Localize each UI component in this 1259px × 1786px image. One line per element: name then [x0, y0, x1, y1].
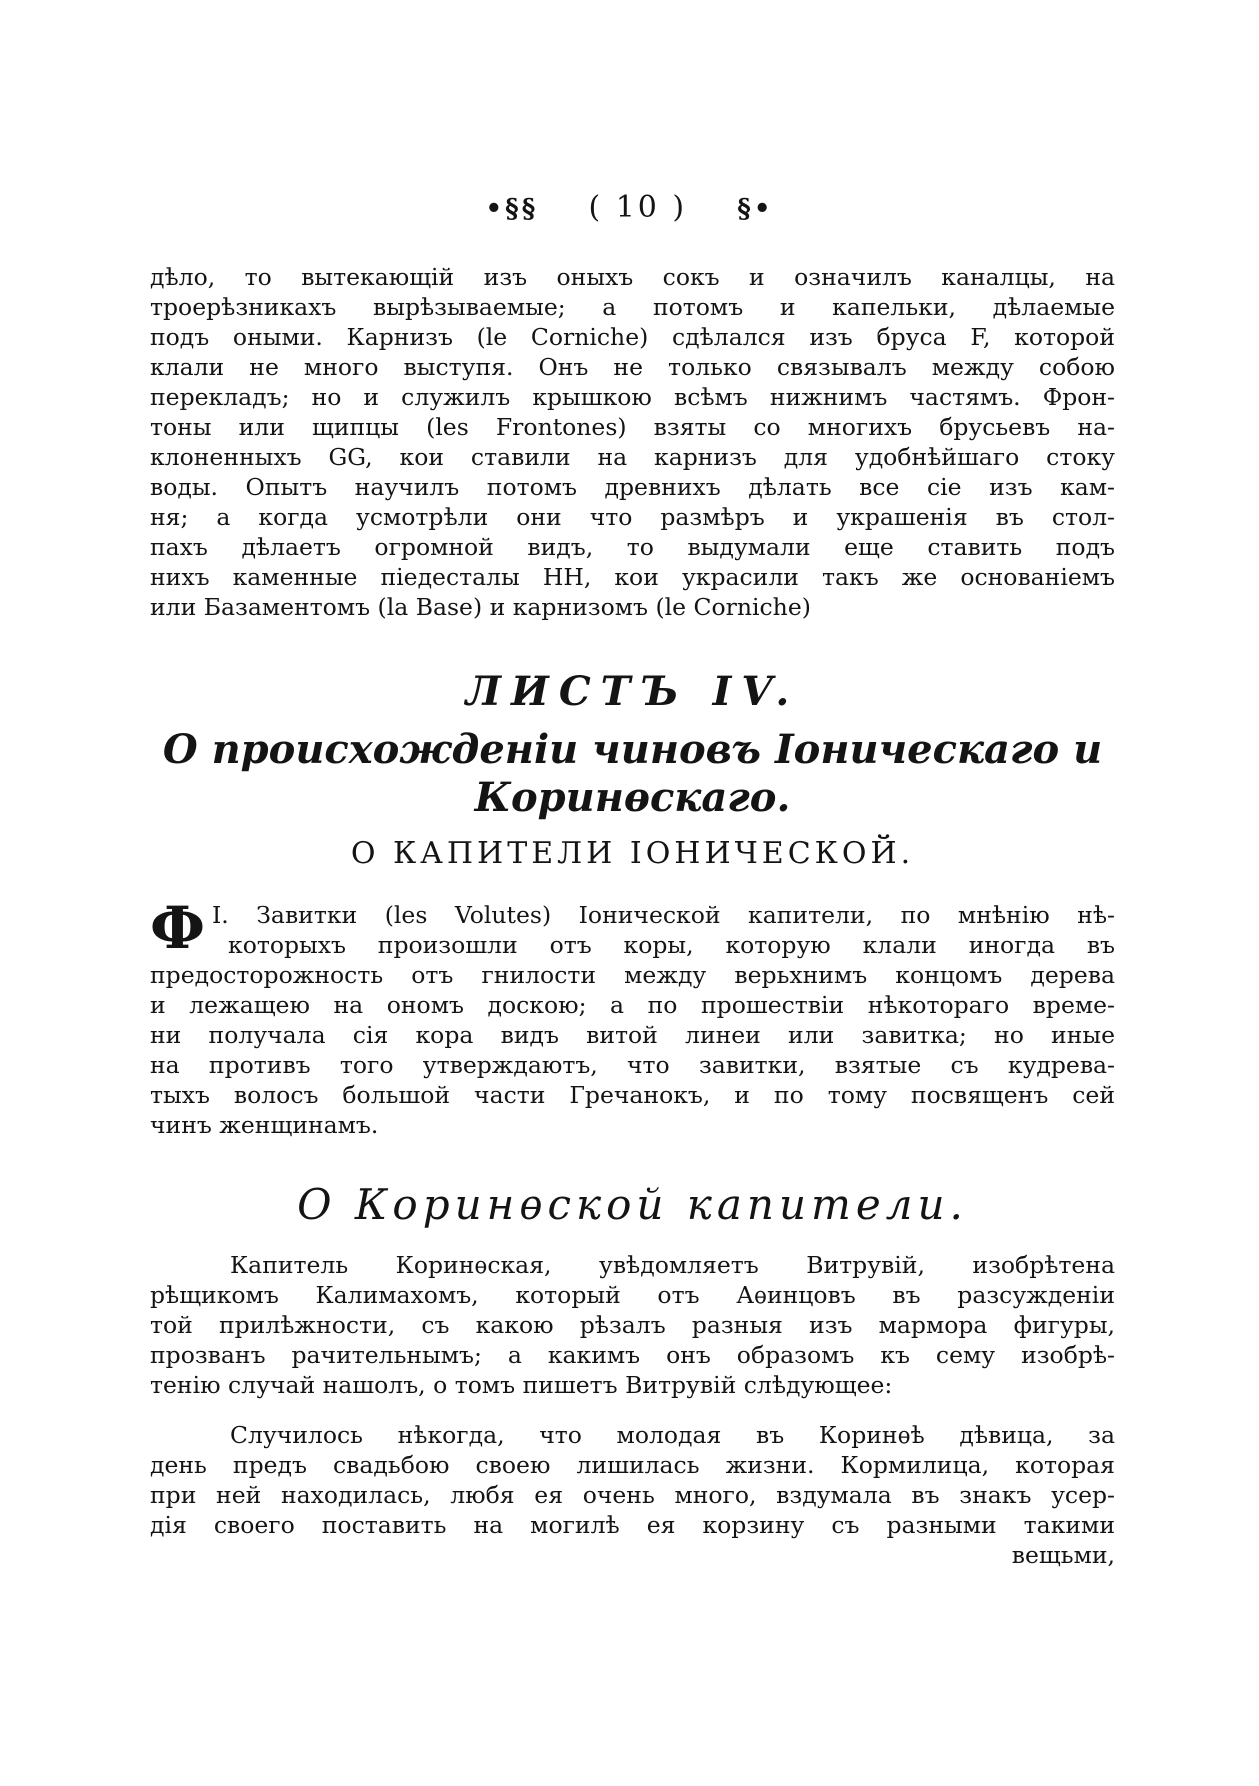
text-line: и лежащею на ономъ доскою; а по прошествіи нѣкотораго време- [150, 991, 1115, 1019]
text-line: предосторожность отъ гнилости между верьхнимъ концомъ дерева [150, 961, 1115, 989]
paragraph-corinthian-capital [150, 1250, 1115, 1400]
text-line: чинъ женщинамъ. [150, 1111, 379, 1139]
text-line: І. Завитки (les Volutes) Іонической капители, по мнѣнію нѣ- [212, 901, 1115, 929]
text-line: рѣщикомъ Калимахомъ, который отъ Аѳинцовъ въ разсужденіи [150, 1281, 1115, 1309]
paragraph-story [150, 1420, 1115, 1570]
text-line: прозванъ рачительнымъ; а какимъ онъ образомъ къ сему изобрѣ- [150, 1341, 1115, 1369]
page-number: ( 10 ) [588, 190, 688, 225]
catchword: вещьми, [1011, 1541, 1115, 1569]
text-line: троерѣзникахъ вырѣзываемые; а потомъ и капельки, дѣлаемые [150, 293, 1115, 321]
text-line: нихъ каменные піедесталы HH, кои украсили такъ же основаніемъ [150, 563, 1115, 591]
text-line: на противъ того утверждаютъ, что завитки, взятые съ кудрева- [150, 1051, 1115, 1079]
text-line: ни получала сія кора видъ витой линеи или завитка; но иные [150, 1021, 1115, 1049]
text-line: пахъ дѣлаетъ огромной видъ, то выдумали еще ставить подъ [150, 533, 1115, 561]
ornament-right-icon: §• [737, 194, 774, 224]
text-line: ня; а когда усмотрѣли они что размѣръ и украшенія въ стол- [150, 503, 1115, 531]
text-line: клоненныхъ GG, кои ставили на карнизъ для удобнѣйшаго стоку [150, 443, 1115, 471]
drop-cap: Ф [150, 894, 206, 962]
subsection-title-corinthian: О Коринѳской капители. [297, 1180, 968, 1229]
text-line: тыхъ волосъ большой части Гречанокъ, и по тому посвященъ сей [150, 1081, 1115, 1109]
text-line: или Базаментомъ (la Base) и карнизомъ (le Corniche) [150, 593, 811, 621]
text-line: подъ оными. Карнизъ (le Corniche) сдѣлался изъ бруса F, которой [150, 323, 1115, 351]
text-line: перекладъ; но и служилъ крышкою всѣмъ нижнимъ частямъ. Фрон- [150, 383, 1115, 411]
text-line: клали не много выступя. Онъ не только связывалъ между собою [150, 353, 1115, 381]
page-header [0, 190, 1259, 225]
section-title-origin [150, 726, 1115, 822]
text-line: которыхъ произошли отъ коры, которую клали иногда въ [228, 931, 1115, 959]
sheet-title: ЛИСТЪ IV. [465, 668, 800, 715]
text-line: дѣло, то вытекающій изъ оныхъ сокъ и означилъ каналцы, на [150, 263, 1115, 291]
text-line: воды. Опытъ научилъ потомъ древнихъ дѣлать все сіе изъ кам- [150, 473, 1115, 501]
text-line: Капитель Коринѳская, увѣдомляетъ Витрувій, изобрѣтена [230, 1251, 1115, 1279]
section-title-line: О происхожденіи чиновъ Іоническаго и [162, 726, 1103, 773]
paragraph-ionic [150, 894, 1115, 1140]
text-line: той прилѣжности, съ какою рѣзалъ разныя изъ мармора фигуры, [150, 1311, 1115, 1339]
text-line: тенію случай нашолъ, о томъ пишетъ Витрувій слѣдующее: [150, 1371, 893, 1399]
text-line: тоны или щипцы (les Frontones) взяты со многихъ брусьевъ на- [150, 413, 1115, 441]
subsection-title-ionic: О КАПИТЕЛИ ІОНИЧЕСКОЙ. [350, 836, 915, 871]
text-line: дія своего поставить на могилѣ ея корзину съ разными такими [150, 1511, 1115, 1539]
text-line: при ней находилась, любя ея очень много, вздумала въ знакъ усер- [150, 1481, 1115, 1509]
section-title-line: Коринѳскаго. [474, 774, 791, 821]
text-line: день предъ свадьбою своею лишилась жизни. Кормилица, которая [150, 1451, 1115, 1479]
text-line: Случилось нѣкогда, что молодая въ Коринѳѣ дѣвица, за [230, 1421, 1115, 1449]
ornament-left-icon: •§§ [485, 194, 539, 224]
paragraph-construction [150, 262, 1115, 622]
